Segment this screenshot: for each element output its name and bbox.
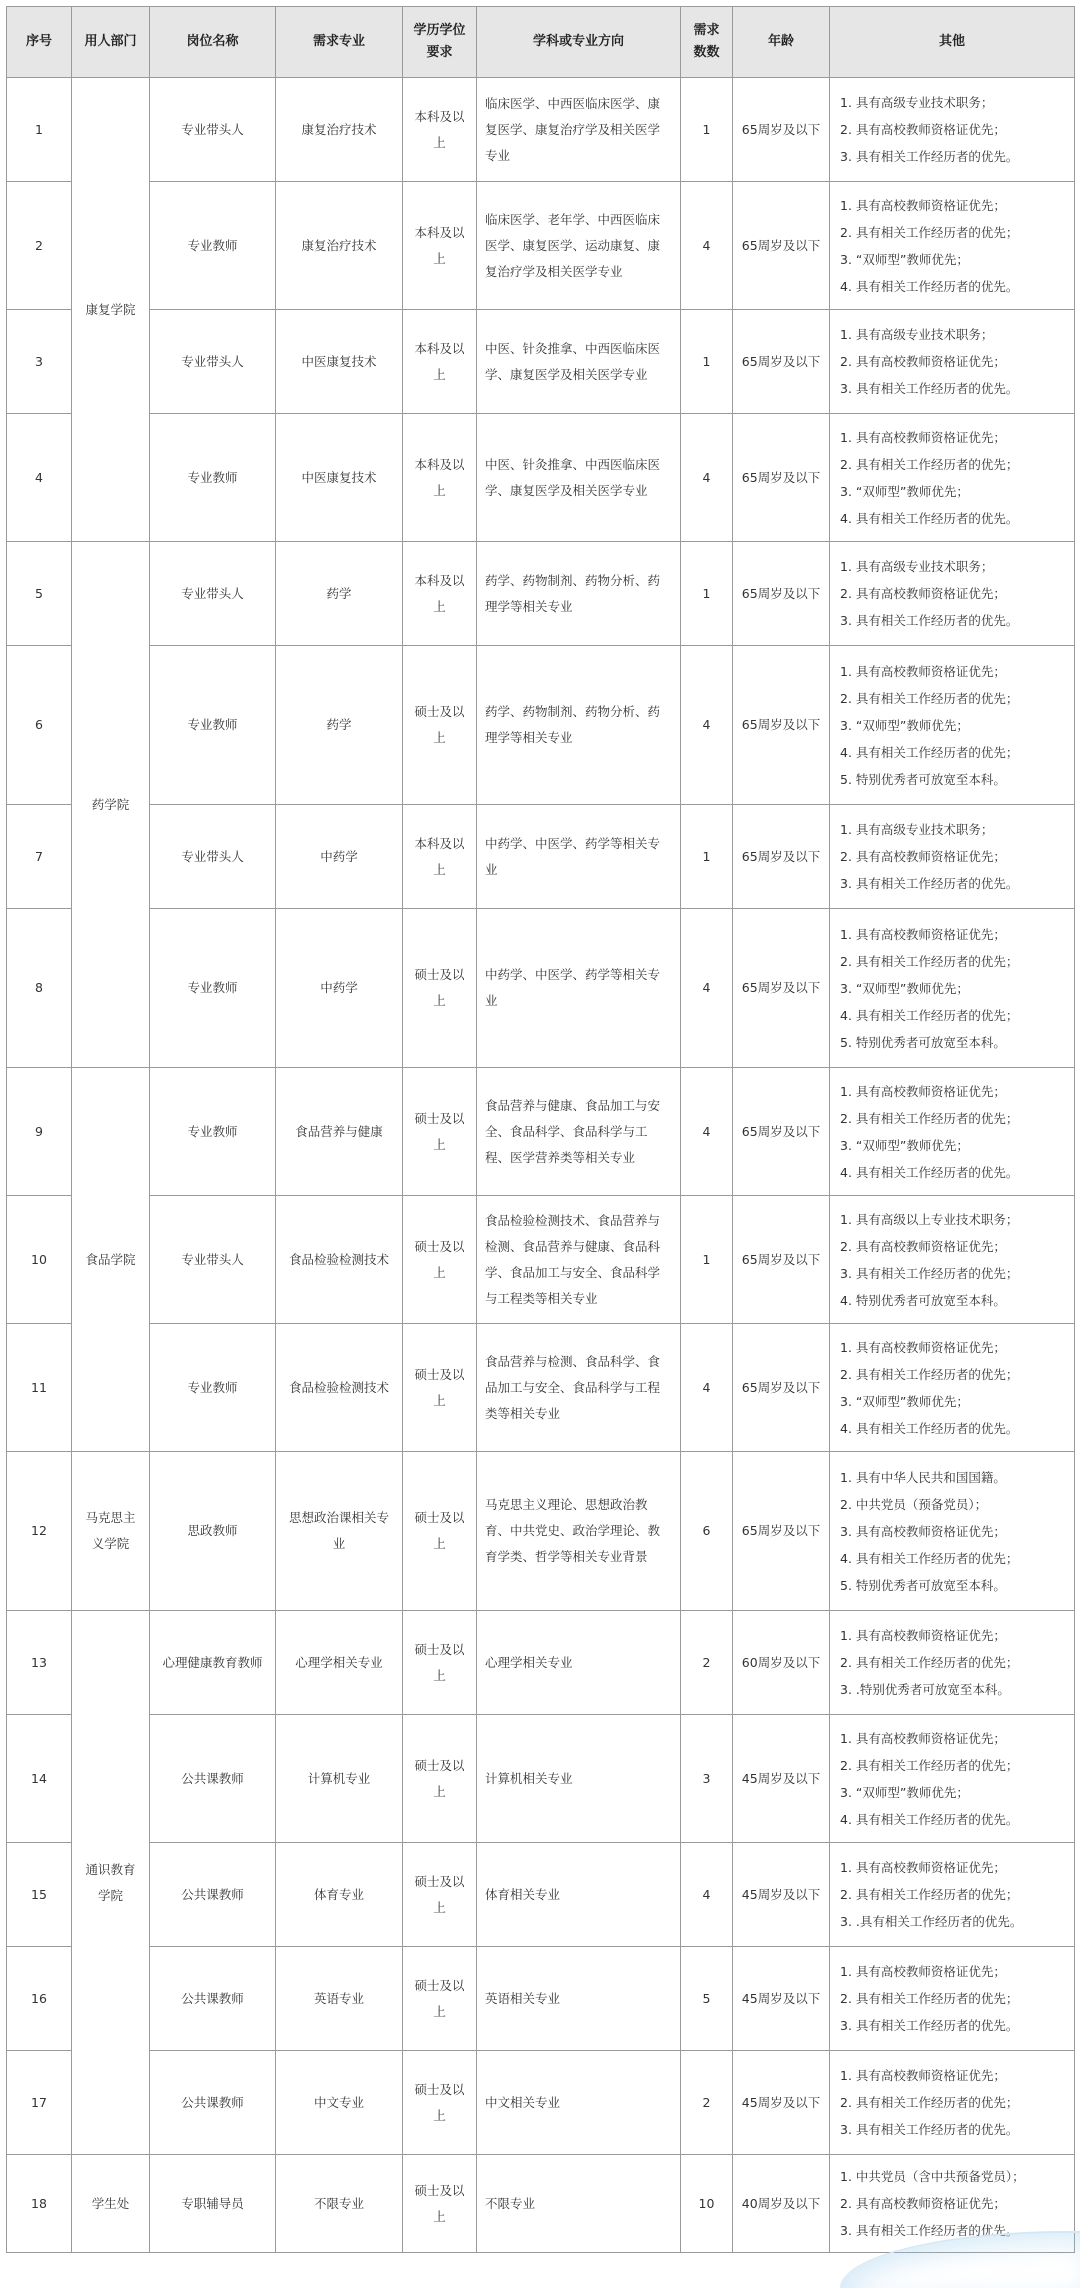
requirement-item: 1. 具有高校教师资格证优先； (840, 663, 1006, 679)
field-cell: 体育相关专业 (477, 1843, 681, 1947)
position-cell: 公共课教师 (150, 1947, 276, 2051)
field-cell: 临床医学、老年学、中西医临床医学、康复医学、运动康复、康复治疗学及相关医学专业 (477, 182, 681, 310)
requirement-item: 3. 具有相关工作经历者的优先； (840, 1265, 1019, 1281)
requirement-item: 2. 中共党员（预备党员）； (840, 1496, 988, 1512)
requirement-item: 2. 具有相关工作经历者的优先； (840, 224, 1019, 240)
position-cell: 公共课教师 (150, 1843, 276, 1947)
requirement-item: 3. 具有相关工作经历者的优先。 (840, 613, 1019, 628)
count-cell: 4 (681, 646, 733, 805)
field-cell: 马克思主义理论、思想政治教育、中共党史、政治学理论、教育学类、哲学等相关专业背景 (477, 1452, 681, 1611)
requirement-item: 3. 具有高校教师资格证优先； (840, 1523, 1006, 1539)
requirement-item: 1. 具有高校教师资格证优先； (840, 1628, 1006, 1643)
degree-cell: 本科及以上 (403, 414, 477, 542)
department-cell: 食品学院 (72, 1068, 150, 1452)
table-row (7, 1324, 1075, 1452)
field-cell: 食品营养与检测、食品科学、食品加工与安全、食品科学与工程类等相关专业 (477, 1324, 681, 1452)
count-cell: 5 (681, 1947, 733, 2051)
requirement-item: 1. 具有高级专业技术职务； (840, 559, 994, 574)
requirement-item: 2. 具有相关工作经历者的优先； (840, 1655, 1019, 1670)
count-cell: 4 (681, 1068, 733, 1196)
other-cell (830, 1843, 1075, 1947)
requirement-item: 4. 具有相关工作经历者的优先； (840, 744, 1019, 760)
position-cell: 专业教师 (150, 182, 276, 310)
other-cell (830, 646, 1075, 805)
table-row (7, 1715, 1075, 1843)
recruitment-table (6, 6, 1075, 2253)
requirement-item: 1. 具有高校教师资格证优先； (840, 1730, 1006, 1746)
header-no: 序号 (7, 7, 72, 78)
department-cell: 药学院 (72, 542, 150, 1068)
count-cell: 6 (681, 1452, 733, 1611)
degree-cell: 本科及以上 (403, 182, 477, 310)
row-number: 8 (7, 909, 72, 1068)
position-cell: 公共课教师 (150, 2051, 276, 2155)
requirement-item: 4. 具有相关工作经历者的优先； (840, 1007, 1019, 1023)
field-cell: 中医、针灸推拿、中西医临床医学、康复医学及相关医学专业 (477, 414, 681, 542)
row-number: 7 (7, 805, 72, 909)
requirement-item: 2. 具有相关工作经历者的优先； (840, 1991, 1019, 2006)
table-row (7, 182, 1075, 310)
age-cell: 65周岁及以下 (733, 909, 830, 1068)
requirement-item: 2. 具有相关工作经历者的优先； (840, 1757, 1019, 1773)
requirement-item: 3. “双师型”教师优先； (840, 1784, 969, 1800)
field-cell: 中医、针灸推拿、中西医临床医学、康复医学及相关医学专业 (477, 310, 681, 414)
requirement-item: 2. 具有高校教师资格证优先； (840, 586, 1006, 601)
requirement-item: 1. 具有高级专业技术职务； (840, 822, 994, 837)
other-cell (830, 182, 1075, 310)
field-cell: 心理学相关专业 (477, 1611, 681, 1715)
position-cell: 专业带头人 (150, 542, 276, 646)
major-cell: 康复治疗技术 (276, 182, 403, 310)
requirement-item: 4. 具有相关工作经历者的优先。 (840, 510, 1019, 526)
age-cell: 65周岁及以下 (733, 414, 830, 542)
table-row (7, 1068, 1075, 1196)
requirement-item: 1. 具有中华人民共和国国籍。 (840, 1469, 1006, 1485)
degree-cell: 本科及以上 (403, 542, 477, 646)
requirement-item: 1. 具有高级专业技术职务； (840, 327, 994, 342)
header-department: 用人部门 (72, 7, 150, 78)
row-number: 14 (7, 1715, 72, 1843)
count-cell: 1 (681, 78, 733, 182)
requirement-item: 1. 具有高校教师资格证优先； (840, 1083, 1006, 1099)
age-cell: 65周岁及以下 (733, 805, 830, 909)
count-cell: 1 (681, 310, 733, 414)
major-cell: 计算机专业 (276, 1715, 403, 1843)
field-cell: 食品营养与健康、食品加工与安全、食品科学、食品科学与工程、医学营养类等相关专业 (477, 1068, 681, 1196)
header-major: 需求专业 (276, 7, 403, 78)
other-cell (830, 78, 1075, 182)
position-cell: 专业教师 (150, 1068, 276, 1196)
header-field: 学科或专业方向 (477, 7, 681, 78)
degree-cell: 硕士及以上 (403, 1324, 477, 1452)
row-number: 15 (7, 1843, 72, 1947)
other-cell (830, 1196, 1075, 1324)
other-cell (830, 414, 1075, 542)
table-row (7, 1843, 1075, 1947)
requirement-item: 2. 具有相关工作经历者的优先； (840, 1887, 1019, 1902)
requirement-item: 2. 具有高校教师资格证优先； (840, 1238, 1006, 1254)
field-cell: 英语相关专业 (477, 1947, 681, 2051)
requirement-item: 1. 具有高校教师资格证优先； (840, 2068, 1006, 2083)
major-cell: 康复治疗技术 (276, 78, 403, 182)
requirement-item: 3. “双师型”教师优先； (840, 251, 969, 267)
major-cell: 药学 (276, 646, 403, 805)
row-number: 3 (7, 310, 72, 414)
requirement-item: 3. “双师型”教师优先； (840, 483, 969, 499)
age-cell: 45周岁及以下 (733, 1947, 830, 2051)
degree-cell: 硕士及以上 (403, 2155, 477, 2253)
count-cell: 4 (681, 414, 733, 542)
requirement-item: 1. 具有高校教师资格证优先； (840, 197, 1006, 213)
requirement-item: 2. 具有相关工作经历者的优先； (840, 953, 1019, 969)
row-number: 6 (7, 646, 72, 805)
degree-cell: 硕士及以上 (403, 1843, 477, 1947)
requirement-item: 2. 具有高校教师资格证优先； (840, 354, 1006, 369)
department-cell: 通识教育学院 (72, 1611, 150, 2155)
requirement-item: 1. 具有高校教师资格证优先； (840, 1860, 1006, 1875)
row-number: 11 (7, 1324, 72, 1452)
requirement-item: 3. 具有相关工作经历者的优先。 (840, 2122, 1019, 2137)
requirement-item: 3. “双师型”教师优先； (840, 1137, 969, 1153)
table-row (7, 1611, 1075, 1715)
requirement-item: 1. 具有高校教师资格证优先； (840, 1964, 1006, 1979)
requirement-item: 5. 特别优秀者可放宽至本科。 (840, 771, 1006, 787)
row-number: 5 (7, 542, 72, 646)
position-cell: 心理健康教育教师 (150, 1611, 276, 1715)
major-cell: 中医康复技术 (276, 310, 403, 414)
field-cell: 中文相关专业 (477, 2051, 681, 2155)
other-cell (830, 1947, 1075, 2051)
other-cell (830, 542, 1075, 646)
requirement-item: 4. 具有相关工作经历者的优先。 (840, 1420, 1019, 1436)
age-cell: 65周岁及以下 (733, 1452, 830, 1611)
count-cell: 2 (681, 2051, 733, 2155)
age-cell: 65周岁及以下 (733, 1324, 830, 1452)
position-cell: 专业带头人 (150, 805, 276, 909)
requirement-item: 3. 具有相关工作经历者的优先。 (840, 2018, 1019, 2033)
other-cell (830, 2051, 1075, 2155)
degree-cell: 硕士及以上 (403, 1196, 477, 1324)
major-cell: 思想政治课相关专业 (276, 1452, 403, 1611)
requirement-item: 2. 具有相关工作经历者的优先； (840, 2095, 1019, 2110)
header-count: 需求数数 (681, 7, 733, 78)
requirement-item: 2. 具有相关工作经历者的优先； (840, 456, 1019, 472)
major-cell: 食品检验检测技术 (276, 1324, 403, 1452)
major-cell: 中药学 (276, 909, 403, 1068)
table-row (7, 1452, 1075, 1611)
major-cell: 食品营养与健康 (276, 1068, 403, 1196)
requirement-item: 4. 特别优秀者可放宽至本科。 (840, 1292, 1006, 1308)
table-row (7, 1947, 1075, 2051)
position-cell: 专业带头人 (150, 78, 276, 182)
requirement-item: 3. “双师型”教师优先； (840, 980, 969, 996)
table-row (7, 2051, 1075, 2155)
degree-cell: 硕士及以上 (403, 1068, 477, 1196)
other-cell (830, 1068, 1075, 1196)
age-cell: 65周岁及以下 (733, 1196, 830, 1324)
degree-cell: 本科及以上 (403, 310, 477, 414)
requirement-item: 5. 特别优秀者可放宽至本科。 (840, 1034, 1006, 1050)
table-row (7, 78, 1075, 182)
header-age: 年龄 (733, 7, 830, 78)
field-cell: 中药学、中医学、药学等相关专业 (477, 909, 681, 1068)
other-cell (830, 805, 1075, 909)
other-cell (830, 1452, 1075, 1611)
position-cell: 思政教师 (150, 1452, 276, 1611)
row-number: 17 (7, 2051, 72, 2155)
requirement-item: 2. 具有高校教师资格证优先； (840, 122, 1006, 137)
row-number: 16 (7, 1947, 72, 2051)
count-cell: 1 (681, 1196, 733, 1324)
count-cell: 10 (681, 2155, 733, 2253)
requirement-item: 4. 具有相关工作经历者的优先； (840, 1550, 1019, 1566)
position-cell: 专业教师 (150, 414, 276, 542)
degree-cell: 硕士及以上 (403, 646, 477, 805)
requirement-item: 1. 中共党员（含中共预备党员）； (840, 2169, 1025, 2184)
department-cell: 康复学院 (72, 78, 150, 542)
age-cell: 65周岁及以下 (733, 646, 830, 805)
major-cell: 英语专业 (276, 1947, 403, 2051)
field-cell: 食品检验检测技术、食品营养与检测、食品营养与健康、食品科学、食品加工与安全、食品科学与工程类等相关专业 (477, 1196, 681, 1324)
requirement-item: 2. 具有相关工作经历者的优先； (840, 1366, 1019, 1382)
requirement-item: 3. .具有相关工作经历者的优先。 (840, 1914, 1023, 1929)
position-cell: 专业带头人 (150, 310, 276, 414)
requirement-item: 3. 具有相关工作经历者的优先。 (840, 149, 1019, 164)
table-row (7, 1196, 1075, 1324)
major-cell: 中医康复技术 (276, 414, 403, 542)
field-cell: 中药学、中医学、药学等相关专业 (477, 805, 681, 909)
age-cell: 65周岁及以下 (733, 78, 830, 182)
requirement-item: 2. 具有相关工作经历者的优先； (840, 1110, 1019, 1126)
count-cell: 1 (681, 542, 733, 646)
requirement-item: 1. 具有高级专业技术职务； (840, 95, 994, 110)
table-row (7, 542, 1075, 646)
header-position: 岗位名称 (150, 7, 276, 78)
degree-cell: 本科及以上 (403, 805, 477, 909)
age-cell: 65周岁及以下 (733, 1068, 830, 1196)
requirement-item: 1. 具有高校教师资格证优先； (840, 429, 1006, 445)
row-number: 10 (7, 1196, 72, 1324)
position-cell: 公共课教师 (150, 1715, 276, 1843)
requirement-item: 1. 具有高校教师资格证优先； (840, 926, 1006, 942)
field-cell: 不限专业 (477, 2155, 681, 2253)
requirement-item: 3. “双师型”教师优先； (840, 717, 969, 733)
row-number: 18 (7, 2155, 72, 2253)
row-number: 2 (7, 182, 72, 310)
department-cell: 马克思主义学院 (72, 1452, 150, 1611)
position-cell: 专业教师 (150, 646, 276, 805)
position-cell: 专职辅导员 (150, 2155, 276, 2253)
degree-cell: 硕士及以上 (403, 1611, 477, 1715)
field-cell: 药学、药物制剂、药物分析、药理学等相关专业 (477, 542, 681, 646)
table-row (7, 414, 1075, 542)
field-cell: 计算机相关专业 (477, 1715, 681, 1843)
field-cell: 药学、药物制剂、药物分析、药理学等相关专业 (477, 646, 681, 805)
major-cell: 药学 (276, 542, 403, 646)
age-cell: 45周岁及以下 (733, 2051, 830, 2155)
table-row (7, 805, 1075, 909)
count-cell: 3 (681, 1715, 733, 1843)
age-cell: 60周岁及以下 (733, 1611, 830, 1715)
count-cell: 4 (681, 182, 733, 310)
requirement-item: 2. 具有高校教师资格证优先； (840, 2196, 1006, 2211)
other-cell (830, 1715, 1075, 1843)
requirement-item: 3. 具有相关工作经历者的优先。 (840, 381, 1019, 396)
degree-cell: 硕士及以上 (403, 1715, 477, 1843)
degree-cell: 硕士及以上 (403, 909, 477, 1068)
row-number: 4 (7, 414, 72, 542)
table-row (7, 310, 1075, 414)
other-cell (830, 310, 1075, 414)
degree-cell: 本科及以上 (403, 78, 477, 182)
major-cell: 中药学 (276, 805, 403, 909)
header-other: 其他 (830, 7, 1075, 78)
row-number: 1 (7, 78, 72, 182)
age-cell: 45周岁及以下 (733, 1715, 830, 1843)
major-cell: 中文专业 (276, 2051, 403, 2155)
other-cell (830, 1324, 1075, 1452)
major-cell: 食品检验检测技术 (276, 1196, 403, 1324)
requirement-item: 4. 具有相关工作经历者的优先。 (840, 1811, 1019, 1827)
position-cell: 专业教师 (150, 909, 276, 1068)
row-number: 9 (7, 1068, 72, 1196)
requirement-item: 3. “双师型”教师优先； (840, 1393, 969, 1409)
degree-cell: 硕士及以上 (403, 2051, 477, 2155)
requirement-item: 2. 具有相关工作经历者的优先； (840, 690, 1019, 706)
major-cell: 心理学相关专业 (276, 1611, 403, 1715)
age-cell: 65周岁及以下 (733, 542, 830, 646)
requirement-item: 1. 具有高级以上专业技术职务； (840, 1211, 1019, 1227)
count-cell: 4 (681, 909, 733, 1068)
count-cell: 2 (681, 1611, 733, 1715)
age-cell: 40周岁及以下 (733, 2155, 830, 2253)
requirement-item: 1. 具有高校教师资格证优先； (840, 1339, 1006, 1355)
table-row (7, 2155, 1075, 2253)
header-degree: 学历学位要求 (403, 7, 477, 78)
position-cell: 专业带头人 (150, 1196, 276, 1324)
table-body (7, 78, 1075, 2253)
requirement-item: 2. 具有高校教师资格证优先； (840, 849, 1006, 864)
age-cell: 65周岁及以下 (733, 182, 830, 310)
major-cell: 体育专业 (276, 1843, 403, 1947)
row-number: 13 (7, 1611, 72, 1715)
count-cell: 4 (681, 1324, 733, 1452)
degree-cell: 硕士及以上 (403, 1947, 477, 2051)
table-row (7, 909, 1075, 1068)
degree-cell: 硕士及以上 (403, 1452, 477, 1611)
major-cell: 不限专业 (276, 2155, 403, 2253)
table-row (7, 646, 1075, 805)
age-cell: 65周岁及以下 (733, 310, 830, 414)
age-cell: 45周岁及以下 (733, 1843, 830, 1947)
other-cell (830, 909, 1075, 1068)
requirement-item: 5. 特别优秀者可放宽至本科。 (840, 1577, 1006, 1593)
other-cell (830, 1611, 1075, 1715)
count-cell: 1 (681, 805, 733, 909)
requirement-item: 3. 具有相关工作经历者的优先。 (840, 2223, 1019, 2238)
requirement-item: 4. 具有相关工作经历者的优先。 (840, 1164, 1019, 1180)
row-number: 12 (7, 1452, 72, 1611)
count-cell: 4 (681, 1843, 733, 1947)
requirement-item: 3. 具有相关工作经历者的优先。 (840, 876, 1019, 891)
header-row (7, 7, 1075, 78)
field-cell: 临床医学、中西医临床医学、康复医学、康复治疗学及相关医学专业 (477, 78, 681, 182)
department-cell: 学生处 (72, 2155, 150, 2253)
requirement-item: 3. .特别优秀者可放宽至本科。 (840, 1682, 1010, 1697)
requirement-item: 4. 具有相关工作经历者的优先。 (840, 278, 1019, 294)
position-cell: 专业教师 (150, 1324, 276, 1452)
